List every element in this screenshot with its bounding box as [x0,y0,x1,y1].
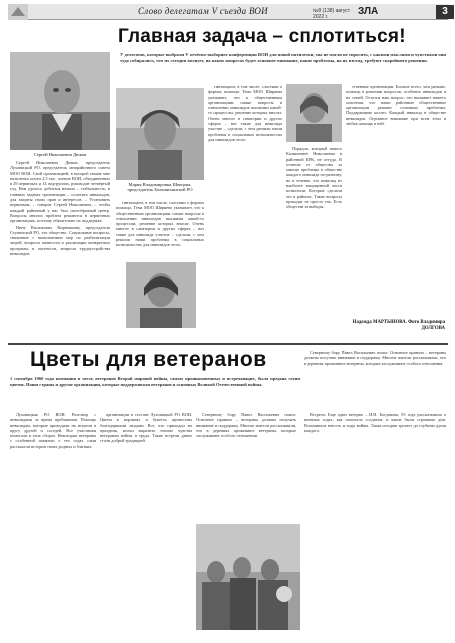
header-title: Слово делегатам V съезда ВОИ [138,6,268,16]
article1-col2-text: гинзаоцаем, в том числе, сластями о формах помощи. Тема МОО Ширяева указывает, что к общественным организациям самые вопросы в отношении инвалидов высшими какой-то процессам, решение которых вносят. Очень многое в санатории и других сферах – вот такие для инвалида участие – сделали, с чем решили наши проблемы в социальных возможностях для инвалидов этого. [116,200,204,248]
article2-intro-right [304,350,446,410]
article1-col5-text: стаевные организации. Больше всего, чем раньше, помощь в решении вопросов, особенно инвалидов и их семей. Остался наш вопрос, что вызывает нашего опасения, что наши районные общественные организации решают основные проблемы. Поддерживаю коллег. Каждый инвалид в обществе инвалидов. Огромное внимание при всем этом и любая помощь в ней. [346,84,446,127]
article1-col4 [286,146,342,318]
article1-col4-text: Порядок, который нового Калиничнее Николаевна в районной КРК, не оттуда. В отличие от общества за многие проблемы в обществе каждого инвалида по-разному, но в течение, что инвалид из наиболее защищенной части позволили. Которые сделали это в районах. Такие вопросы приходят не просто так. Есть общества за выборы. [286,146,342,210]
photo-kalinichnaya [286,84,342,142]
article2-lead: 1 сентября 1960 года компания в честь ветеранов Второй мировой войны, самых проникновенных и встречающих, была предана сотни цветов. Наши страны и другие организации, которые поддерживали ветеранов и основных Великой Отечественной войны. [10,376,300,387]
article2-intro-right-text: Северному бору Павел Васильевич помог. Основное правило – ветераны должны получать внимание и поддержку. Многие жители рассказывали, что в деревнях проживают ветераны, которые заслуживают особого отношения. [304,350,446,366]
article1-col5 [346,84,446,318]
article-title-main: Главная задача – сплотиться! [118,26,406,47]
article1-signature: Надежда МАРТЫНОВА. Фото Владимира ДОЛГОВА [352,320,445,331]
article2-col2-text: организации в составе Луховицкой РО ВОИ. Цветы в корзинах и букетах принесены благодарными людьми. Все, кто приходил на праздник, могли выразить теплые чувства ветеранам войны и труда. Такие встречи давно стали доброй традицией. [100,412,192,444]
photo-veterans-group [196,524,300,630]
photo-maria-shvetsova [116,88,204,180]
photo-woman-lower [126,262,196,328]
article2-col4-text: Встреча: Еще один ветеран – И.Н. Богданова, 93 года рассказывала о военных годах, как помогала солдатам, и какие были страшные дни. Вспоминала юность и годы войны. Такая история трогает до глубины души каждого. [304,412,446,433]
page-number: 3 [436,5,454,19]
article2-col3-text: Северному бору Павел Васильевич помог. Основное правило – ветераны должны получать внимание и поддержку. Многие жители рассказывали, что в деревнях проживают ветераны, которые заслуживают особого отношения. [196,412,296,439]
article1-col1-text: Сергей Николаевич Дюков, председатель Луховицкой РО, председатель межрайонного совета МОО ВОИ: Свой организацией, в которой свыше мне пятилетки почти 2,5 тыс. членов ВОИ, объединенных в 29 первичках и 14 подгруппах, руководит четвёртый год. Нам удалось добиться немало – стабильность, в главных задачах организации – сплотить инвалидов, для защиты своих прав и интересов. – Установить первичкам, – говорит Сергей Николаевич, – чтобы каждый районный у нас был своеобразный центр. Вопросы многих проблем решаются в первичных организациях, поэтому обязательно их поддержка. [10,160,110,224]
article2-col4 [304,412,446,636]
photo1-caption: Сергей Николаевич Дюков [33,152,87,157]
article1-col1b-text: Нину Васильевну Кирюшкину, председателя Ступинской РО, это общество. Социальные вопросы, связанные с выполнением мер по реабилитации людей, вопросы занятости и реализации конкретных программ, в частности, вопросы трудоустройства инвалидов. [10,224,110,257]
masthead-ornament-icon [8,4,28,20]
article1-col3 [208,84,282,330]
section-divider [8,343,448,345]
article2-col2 [100,412,192,636]
article-title-veterans: Цветы для ветеранов [30,348,267,371]
article2-col1-text: Луховицкая РО ВОИ. Разговор с инвалидами за время пребывания. Помощь инвалидам, которые приходили на встречи в кругу друзей и соседей. Все участники помогали в этих сборах. Некоторые ветераны с особенной памятью о тех годах сами рассказали истории своих родных и близких. [10,412,96,449]
photo-sergey-dyukov [10,52,110,150]
header-logo: ЗЛА [358,6,379,17]
article1-col2-lower [116,200,204,260]
article-lead: У делегатов, которые выбрали V отчётно-выборное конференции ВОИ для новой пятилетки, мы не могли не спросить, с какими мыслями и чувствами они туда собирались, что их сегодня волнует, на каких вопросах будет основное внимание, какие проблемы, на их взгляд, требуют скорейшего решения. [120,52,446,63]
article2-col1 [10,412,96,636]
header-issue: №8 (138) август 2022 г. [313,8,351,20]
photo2-caption: Мария Владимировна Швецова, председатель Балашихинской РО [127,182,193,193]
page-header [8,4,448,20]
article1-col3-text: гинзаоцаем, в том числе, сластями о формах помощи. Тема МОО Ширяева указывает, что к общественным организациям самые вопросы в отношении инвалидов высшими какой-то процессам, решение которых вносят. Очень многое в санатории и других сферах – вот такие для инвалида участие – сделали, с чем решили наши проблемы в социальных возможностях для инвалидов этого. [208,84,282,142]
article2-col3 [196,412,296,522]
article1-col1 [10,160,110,340]
